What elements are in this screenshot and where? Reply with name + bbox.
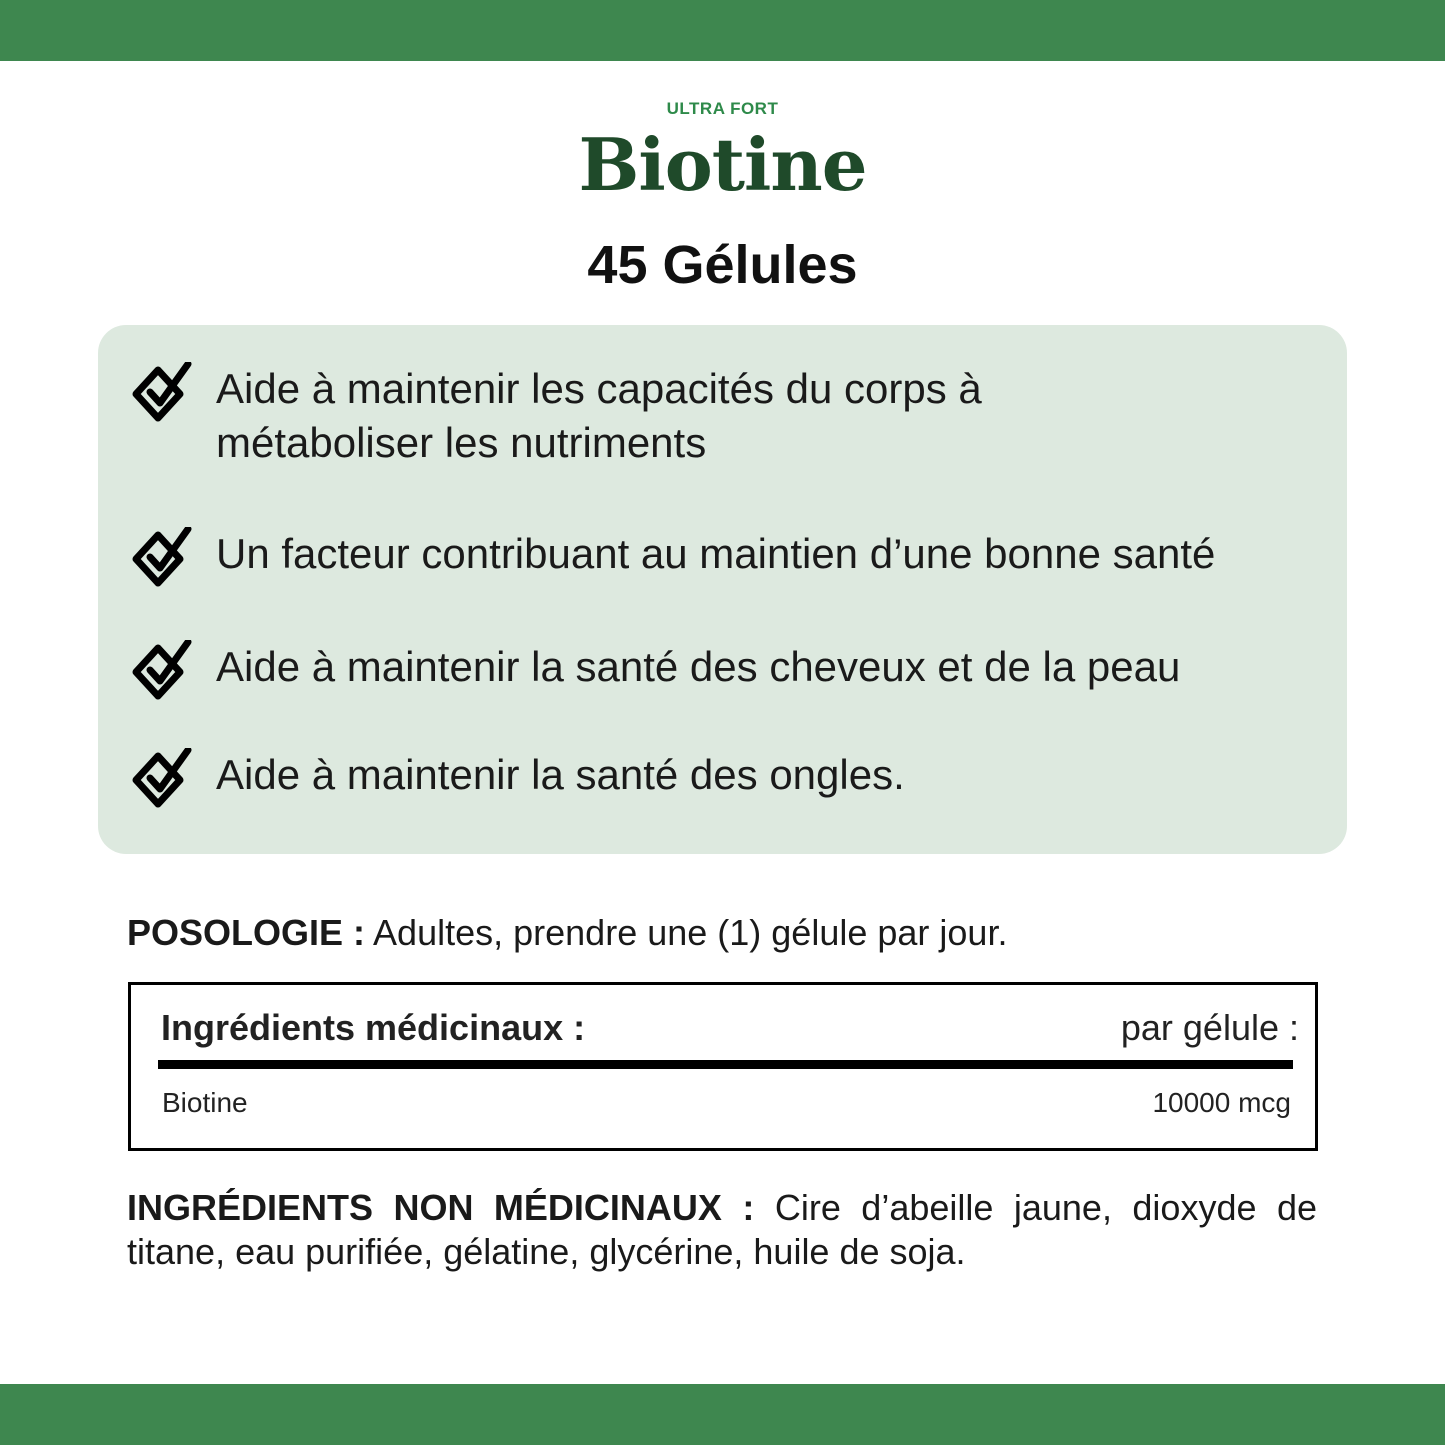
non-medicinal-ingredients xyxy=(127,1186,1317,1274)
table-header-per-capsule: par gélule : xyxy=(1120,1007,1299,1048)
top-green-band xyxy=(0,0,1445,61)
benefit-text: Aide à maintenir la santé des cheveux et de la peau xyxy=(216,643,1181,690)
checkbox-check-icon xyxy=(128,362,196,426)
ingredient-name: Biotine xyxy=(162,1087,248,1118)
product-kicker: ULTRA FORT xyxy=(666,99,779,118)
table-header-ingredients: Ingrédients médicinaux : xyxy=(161,1007,586,1048)
non-medicinal-label: INGRÉDIENTS NON MÉDICINAUX : xyxy=(127,1187,755,1228)
posology-instructions: Adultes, prendre une (1) gélule par jour. xyxy=(365,912,1008,953)
non-medicinal-list: Cire d’abeille jaune, dioxyde de titane, eau purifiée, gélatine, glycérine, huile de soja. xyxy=(127,1187,1317,1272)
benefit-text: Aide à maintenir la santé des ongles. xyxy=(216,751,905,798)
posology-label: POSOLOGIE : xyxy=(127,912,366,953)
checkbox-check-icon xyxy=(128,748,196,812)
checkbox-check-icon xyxy=(128,527,196,591)
bottom-green-band xyxy=(0,1384,1445,1445)
checkbox-check-icon xyxy=(128,640,196,704)
product-title: Biotine xyxy=(578,122,867,207)
posology-text xyxy=(127,910,1317,956)
table-divider xyxy=(158,1060,1293,1069)
benefit-line: Aide à maintenir les capacités du corps à xyxy=(216,365,982,412)
medicinal-ingredients-table xyxy=(128,982,1318,1151)
ingredient-amount: 10000 mcg xyxy=(1152,1087,1291,1118)
capsule-count: 45 Gélules xyxy=(587,235,858,295)
benefit-text: Un facteur contribuant au maintien d’une bonne santé xyxy=(216,530,1216,577)
benefit-text xyxy=(216,362,1336,470)
benefit-line: métaboliser les nutriments xyxy=(216,419,707,466)
